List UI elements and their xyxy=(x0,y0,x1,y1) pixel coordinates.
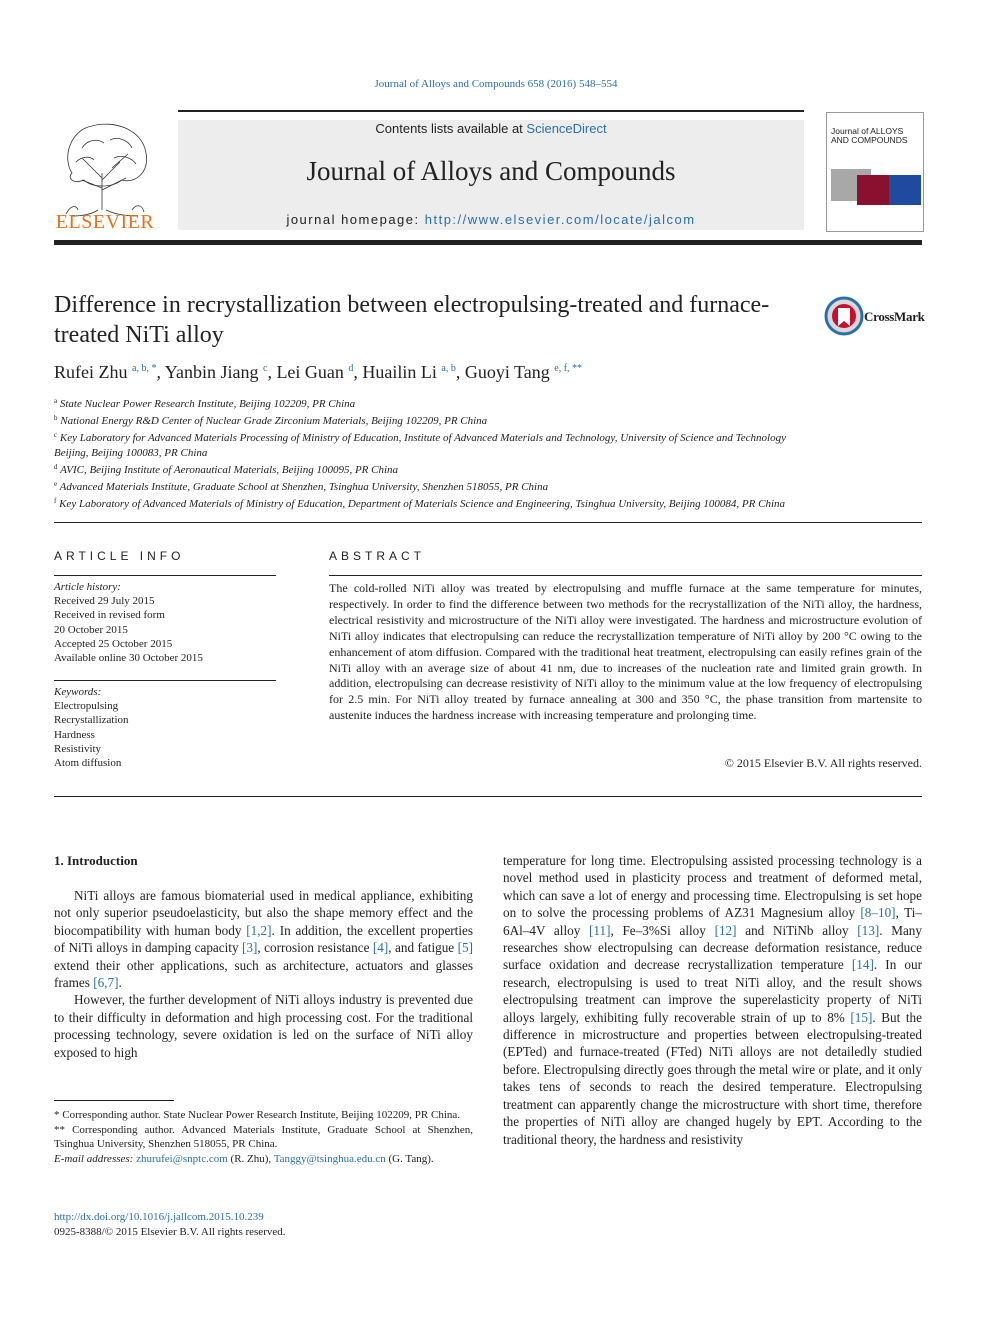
author-name[interactable]: Rufei Zhu xyxy=(54,362,128,382)
citation-link[interactable]: [4] xyxy=(372,940,389,956)
citation-link[interactable]: [14] xyxy=(851,957,874,973)
contents-line xyxy=(178,121,804,136)
keyword: Recrystallization xyxy=(54,714,129,727)
keywords xyxy=(54,685,276,770)
citation-link[interactable]: [5] xyxy=(457,940,473,956)
footnote-rule xyxy=(54,1100,174,1101)
corresponding-author-note: * Corresponding author. State Nuclear Power Research Institute, Beijing 102209, PR China. xyxy=(54,1109,461,1121)
article-info-heading: ARTICLE INFO xyxy=(54,549,185,563)
citation-link[interactable]: [12] xyxy=(714,922,737,938)
keywords-label: Keywords: xyxy=(54,686,102,698)
journal-homepage xyxy=(178,212,804,227)
author-name[interactable]: Guoyi Tang xyxy=(464,362,550,382)
sciencedirect-link[interactable]: ScienceDirect xyxy=(526,121,607,136)
crossmark-label[interactable]: CrossMark xyxy=(864,309,925,324)
intro-paragraph: temperature for long time. Electropulsing assisted processing technology is a novel method used in plasticity process and treatment of deformed metal, which can save a lot of energy and processing time. Electropulsing is set hope on to solve the processing problems of AZ31 Magnesium alloy [8–10], Ti–6Al–4V alloy [11], Fe–3%Si alloy [12] and NiTiNb alloy [13]. Many researches show electropulsing can decrease deformation resistance, reduce surface oxidation and decrease recrystallization temperature [14]. In our research, electropulsing is used to treat NiTi alloy, and the result shows electropulsing treatment can improve the superelasticity property of NiTi alloys largely, exhibiting fully recoverable strain of up to 8% [15]. But the difference in microstructure and properties between electropulsing-treated (EPTed) and furnace-treated (FTed) NiTi alloys are not detailedly studied before. Electropulsing directly goes through the metal wire or plate, and it only takes tens of seconds to reach the desired temperature. Electropulsing treatment can apparently change the microstructure with short time, therefore the properties of NiTi alloy are changed hugely by EPT. According to the traditional theory, the hardness and resistivity xyxy=(503,853,922,1147)
abstract-text: The cold-rolled NiTi alloy was treated by electropulsing and muffle furnace at the same temperature for minutes, respectively. In order to find the difference between two methods for the recrystallization of the NiTi alloy, the hardness, electrical resistivity and microstructure of the NiTi alloy were investigated. The hardness and microstructure evolution of NiTi alloy indicates that electropulsing can reduce the recrystallization temperature of NiTi alloy by 200 °C owing to the enhancement of atom diffusion. Compared with the traditional heat treatment, electropulsing can easily refines grain of the NiTi alloy with an average size of about 41 nm, due to increases of the nucleation rate and limited grain growth. In addition, electropulsing can decrease resistivity of NiTi alloy to the minimum value at the low frequency of electropulsing for 2.5 min. For NiTi alloy treated by furnace annealing at 300 and 350 °C, the phase transition from martensite to austenite induces the hardness increase with increasing temperature and prolonging time. xyxy=(329,581,922,723)
affiliation-key: f xyxy=(54,497,57,506)
history-label: Article history: xyxy=(54,581,121,593)
citation-link[interactable]: [13] xyxy=(857,922,880,938)
history-entry: Accepted 25 October 2015 xyxy=(54,637,173,650)
citation-link[interactable]: [8–10] xyxy=(860,905,896,921)
cover-red-block xyxy=(857,175,889,205)
article-title: Difference in recrystallization between electropulsing-treated and furnace-treated NiTi alloy xyxy=(54,292,770,348)
affiliations xyxy=(54,394,814,511)
affiliation-key: a xyxy=(54,397,58,405)
affiliation-text: National Energy R&D Center of Nuclear Grade Zirconium Materials, Beijing 102209, PR China xyxy=(60,415,488,428)
author-affiliation-marker[interactable]: e, f, ** xyxy=(554,363,583,374)
affiliation xyxy=(54,428,814,459)
issn-copyright: 0925-8388/© 2015 Elsevier B.V. All rights reserved. xyxy=(54,1226,286,1238)
article-history xyxy=(54,580,276,665)
author-affiliation-marker[interactable]: a, b, * xyxy=(132,363,157,374)
citation-link[interactable]: [15] xyxy=(850,1009,873,1025)
affiliation-key: c xyxy=(54,431,58,440)
affiliation xyxy=(54,394,814,411)
affiliation xyxy=(54,477,814,494)
article-info-rule xyxy=(54,575,276,576)
body-column-left xyxy=(54,887,473,1061)
history-entry: Available online 30 October 2015 xyxy=(54,652,203,665)
corresponding-author-note: ** Corresponding author. Advanced Materials Institute, Graduate School at Shenzhen, Tsinghua University, Shenzhen 518055, PR China. xyxy=(54,1123,473,1150)
history-entry: 20 October 2015 xyxy=(54,623,128,636)
journal-title: Journal of Alloys and Compounds xyxy=(306,156,676,186)
contents-prefix: Contents lists available at xyxy=(375,121,527,136)
introduction-heading: 1. Introduction xyxy=(54,853,138,868)
author-affiliation-marker[interactable]: a, b xyxy=(441,363,456,374)
header-rule xyxy=(178,110,804,112)
email-line xyxy=(54,1152,473,1167)
citation-link[interactable]: [6,7] xyxy=(93,975,119,991)
affiliation xyxy=(54,494,814,511)
keywords-rule xyxy=(54,680,276,681)
affiliation-key: d xyxy=(54,462,58,471)
affiliation xyxy=(54,411,814,428)
abstract-rule xyxy=(329,575,922,576)
affiliation-text: Key Laboratory of Advanced Materials of Ministry of Education, Department of Materials Science and Engineering, Tsinghua University, Beijing 100084, PR China xyxy=(59,498,786,511)
keyword: Resistivity xyxy=(54,742,102,755)
body-column-right xyxy=(503,852,922,1148)
citation-link[interactable]: [3] xyxy=(242,940,258,956)
affiliation-text: AVIC, Beijing Institute of Aeronautical Materials, Beijing 100095, PR China xyxy=(60,463,399,476)
journal-reference[interactable]: Journal of Alloys and Compounds 658 (2016) 548–554 xyxy=(374,78,618,90)
history-entry: Received 29 July 2015 xyxy=(54,595,155,608)
affiliation-key: e xyxy=(54,480,58,489)
affiliation-text: Key Laboratory for Advanced Materials Processing of Ministry of Education, Institute of Advanced Materials and Technology, University of Science and Technology Beijing, Beijing 100083, PR China xyxy=(54,432,786,459)
footnotes xyxy=(54,1108,473,1166)
email-owner: (G. Tang). xyxy=(385,1152,434,1165)
author-name[interactable]: Yanbin Jiang xyxy=(164,362,259,382)
affiliation-key: b xyxy=(54,414,58,423)
affiliation xyxy=(54,460,814,477)
abstract-heading: ABSTRACT xyxy=(329,549,426,563)
citation-link[interactable]: [11] xyxy=(589,922,611,938)
journal-cover-thumbnail[interactable] xyxy=(826,112,924,232)
keyword: Atom diffusion xyxy=(54,757,122,770)
author-name[interactable]: Huailin Li xyxy=(362,362,437,382)
cover-title: Journal of ALLOYS AND COMPOUNDS xyxy=(831,126,908,145)
intro-paragraph: However, the further development of NiTi alloys industry is prevented due to their difficulty in deformation and high processing cost. For the traditional processing technology, severe oxidation is led on the surface of NiTi alloy exposed to high xyxy=(54,992,473,1060)
header-thick-rule xyxy=(54,240,922,245)
author-affiliation-marker[interactable]: d xyxy=(348,363,354,374)
author-list: Rufei Zhu $^{a, b, *}$, Yanbin Jiang $^c$, Lei Guan $^d$, Huailin Li $^{a, b}$, Guoyi Tang $^{e, f, **}$ xyxy=(54,362,583,382)
email-label: E-mail addresses: xyxy=(54,1152,134,1165)
author-affiliation-marker[interactable]: c xyxy=(262,363,268,374)
doi-link[interactable]: http://dx.doi.org/10.1016/j.jallcom.2015.10.239 xyxy=(54,1211,264,1223)
section-divider xyxy=(54,522,922,523)
email-link[interactable]: zhurufei@snptc.com xyxy=(136,1152,228,1165)
affiliation-text: Advanced Materials Institute, Graduate School at Shenzhen, Tsinghua University, Shenzhen 518055, PR China xyxy=(59,481,549,494)
keyword: Electropulsing xyxy=(54,700,119,713)
affiliation-text: State Nuclear Power Research Institute, Beijing 102209, PR China xyxy=(59,398,356,410)
email-owner: (R. Zhu), xyxy=(227,1152,274,1165)
crossmark-icon[interactable] xyxy=(824,296,864,336)
email-link[interactable]: Tanggy@tsinghua.edu.cn xyxy=(273,1152,386,1165)
history-entry: Received in revised form xyxy=(54,609,165,622)
elsevier-wordmark[interactable]: ELSEVIER xyxy=(55,211,155,233)
homepage-url-link[interactable]: http://www.elsevier.com/locate/jalcom xyxy=(424,212,696,227)
keyword: Hardness xyxy=(54,728,95,741)
homepage-label: journal homepage: xyxy=(286,212,425,227)
intro-paragraph: NiTi alloys are famous biomaterial used in medical appliance, exhibiting not only superior pseudoelasticity, but also the shape memory effect and the biocompatibility with human body [1,2]. In addition, the excellent properties of NiTi alloys in damping capacity [3], corrosion resistance [4], and fatigue [5] extend their other applications, such as architecture, actuators and glasses frames [6,7]. xyxy=(54,888,473,991)
citation-link[interactable]: [1,2] xyxy=(246,922,272,938)
abstract-copyright: © 2015 Elsevier B.V. All rights reserved. xyxy=(724,756,922,770)
author-name[interactable]: Lei Guan xyxy=(276,362,344,382)
section-divider xyxy=(54,796,922,797)
